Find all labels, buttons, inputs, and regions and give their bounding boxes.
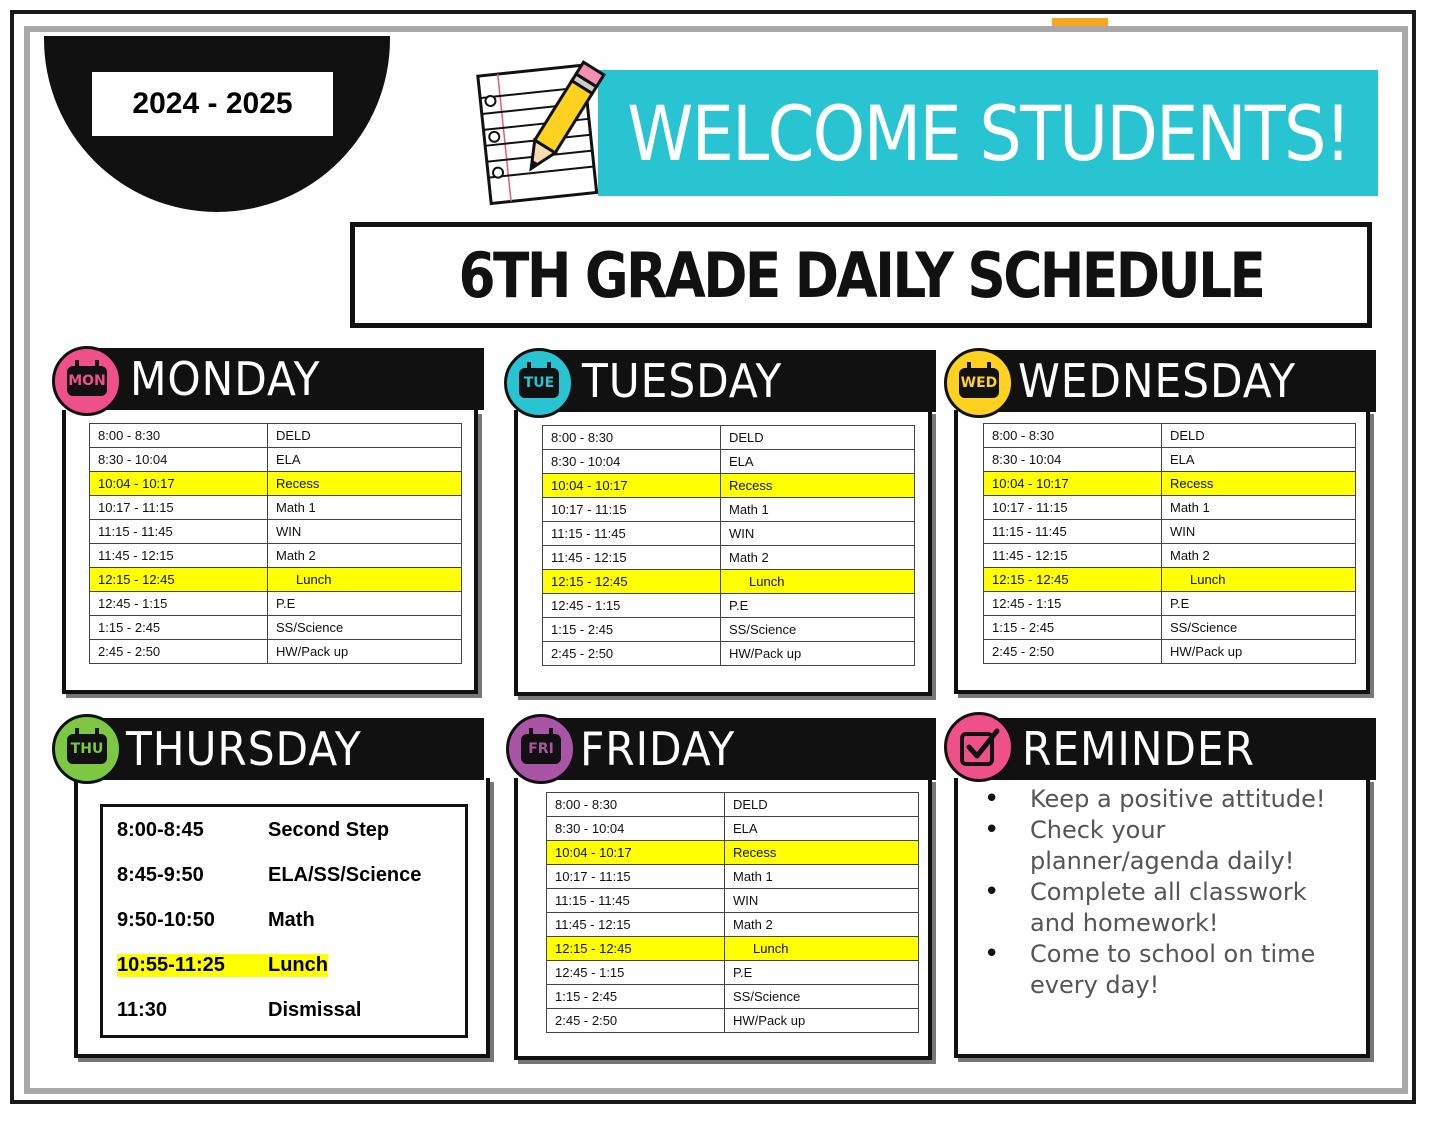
schedule-activity: Math 2 [725, 913, 919, 937]
schedule-activity: ELA [721, 450, 915, 474]
schedule-time: 10:04 - 10:17 [543, 474, 721, 498]
school-year: 2024 - 2025 [92, 72, 333, 136]
schedule-time: 12:15 - 12:45 [984, 568, 1162, 592]
schedule-activity: P.E [725, 961, 919, 985]
schedule-time: 8:00 - 8:30 [543, 426, 721, 450]
schedule-row [547, 961, 919, 985]
schedule-time: 8:30 - 10:04 [547, 817, 725, 841]
schedule-time: 8:30 - 10:04 [90, 448, 268, 472]
schedule-row [543, 522, 915, 546]
schedule-row [984, 544, 1356, 568]
notebook-pencil-icon [474, 56, 606, 208]
schedule-time: 11:45 - 12:15 [90, 544, 268, 568]
schedule-activity: P.E [721, 594, 915, 618]
schedule-activity: Lunch [1162, 568, 1356, 592]
schedule-row [984, 448, 1356, 472]
schedule-activity: DELD [725, 793, 919, 817]
schedule-row [90, 424, 462, 448]
schedule-row [90, 592, 462, 616]
schedule-activity: Math 1 [1162, 496, 1356, 520]
monday-calendar-icon: MON [52, 346, 122, 416]
schedule-row [543, 642, 915, 666]
friday-schedule-table [546, 792, 919, 1033]
schedule-activity: WIN [268, 520, 462, 544]
reminder-list [984, 784, 1344, 1001]
schedule-time: 10:17 - 11:15 [543, 498, 721, 522]
schedule-time: 11:45 - 12:15 [543, 546, 721, 570]
schedule-row [543, 450, 915, 474]
schedule-time: 10:17 - 11:15 [984, 496, 1162, 520]
thursday-calendar-icon: THU [52, 714, 122, 784]
schedule-activity: Recess [721, 474, 915, 498]
schedule-row [984, 568, 1356, 592]
schedule-row [547, 817, 919, 841]
schedule-activity: SS/Science [268, 616, 462, 640]
schedule-row [90, 640, 462, 664]
schedule-row [984, 640, 1356, 664]
schedule-row [547, 889, 919, 913]
schedule-activity: Math 2 [1162, 544, 1356, 568]
schedule-time: 12:15 - 12:45 [543, 570, 721, 594]
schedule-activity: Math 1 [725, 865, 919, 889]
schedule-row [90, 448, 462, 472]
schedule-activity: DELD [1162, 424, 1356, 448]
schedule-time: 12:45 - 1:15 [547, 961, 725, 985]
schedule-row [547, 913, 919, 937]
schedule-activity: WIN [1162, 520, 1356, 544]
schedule-time: 11:15 - 11:45 [543, 522, 721, 546]
wednesday-schedule-table [983, 423, 1356, 664]
schedule-activity: Math 1 [268, 496, 462, 520]
schedule-row [984, 496, 1356, 520]
thursday-row: 8:45-9:50 ELA/SS/Science [117, 864, 422, 886]
schedule-activity: SS/Science [1162, 616, 1356, 640]
schedule-activity: HW/Pack up [725, 1009, 919, 1033]
wednesday-calendar-icon: WED [944, 348, 1014, 418]
friday-calendar-icon: FRI [506, 714, 576, 784]
tuesday-schedule-table [542, 425, 915, 666]
schedule-time: 8:00 - 8:30 [90, 424, 268, 448]
friday-heading: FRIDAY [580, 722, 736, 776]
schedule-activity: SS/Science [721, 618, 915, 642]
schedule-row [543, 570, 915, 594]
schedule-row [547, 937, 919, 961]
thursday-heading: THURSDAY [126, 722, 362, 776]
schedule-row [90, 520, 462, 544]
schedule-row [90, 544, 462, 568]
schedule-row [547, 865, 919, 889]
schedule-time: 1:15 - 2:45 [543, 618, 721, 642]
schedule-activity: P.E [268, 592, 462, 616]
schedule-time: 11:15 - 11:45 [984, 520, 1162, 544]
schedule-time: 10:04 - 10:17 [547, 841, 725, 865]
schedule-row [547, 985, 919, 1009]
schedule-activity: Recess [1162, 472, 1356, 496]
schedule-activity: WIN [725, 889, 919, 913]
schedule-activity: DELD [721, 426, 915, 450]
schedule-activity: Lunch [268, 568, 462, 592]
schedule-time: 11:45 - 12:15 [547, 913, 725, 937]
schedule-row [543, 498, 915, 522]
schedule-activity: ELA [1162, 448, 1356, 472]
schedule-row [984, 472, 1356, 496]
schedule-row [90, 496, 462, 520]
schedule-time: 10:17 - 11:15 [90, 496, 268, 520]
schedule-activity: ELA [725, 817, 919, 841]
schedule-time: 10:17 - 11:15 [547, 865, 725, 889]
schedule-time: 12:45 - 1:15 [543, 594, 721, 618]
schedule-time: 1:15 - 2:45 [547, 985, 725, 1009]
schedule-activity: Lunch [725, 937, 919, 961]
schedule-activity: Recess [268, 472, 462, 496]
schedule-time: 11:45 - 12:15 [984, 544, 1162, 568]
schedule-row [543, 474, 915, 498]
schedule-row [543, 426, 915, 450]
schedule-row [547, 1009, 919, 1033]
reminder-item: • Complete all classwork and homework! [984, 877, 1344, 939]
schedule-time: 1:15 - 2:45 [90, 616, 268, 640]
schedule-activity: Math 1 [721, 498, 915, 522]
schedule-activity: WIN [721, 522, 915, 546]
schedule-row [543, 546, 915, 570]
schedule-row [90, 472, 462, 496]
schedule-time: 2:45 - 2:50 [90, 640, 268, 664]
schedule-time: 10:04 - 10:17 [90, 472, 268, 496]
reminder-item: • Check your planner/agenda daily! [984, 815, 1344, 877]
schedule-row [984, 592, 1356, 616]
welcome-text: WELCOME STUDENTS! [626, 88, 1350, 178]
schedule-time: 2:45 - 2:50 [543, 642, 721, 666]
welcome-banner [598, 70, 1378, 196]
schedule-row [547, 793, 919, 817]
schedule-time: 12:15 - 12:45 [90, 568, 268, 592]
monday-heading: MONDAY [130, 352, 321, 406]
schedule-row [90, 616, 462, 640]
schedule-row [984, 616, 1356, 640]
schedule-activity: HW/Pack up [1162, 640, 1356, 664]
schedule-time: 8:00 - 8:30 [547, 793, 725, 817]
schedule-time: 2:45 - 2:50 [984, 640, 1162, 664]
wednesday-heading: WEDNESDAY [1018, 354, 1297, 408]
schedule-row [984, 520, 1356, 544]
tuesday-heading: TUESDAY [582, 354, 783, 408]
schedule-time: 11:15 - 11:45 [547, 889, 725, 913]
accent-mark [1052, 18, 1108, 26]
schedule-time: 10:04 - 10:17 [984, 472, 1162, 496]
schedule-time: 8:30 - 10:04 [543, 450, 721, 474]
schedule-time: 2:45 - 2:50 [547, 1009, 725, 1033]
schedule-row [547, 841, 919, 865]
reminder-item: • Keep a positive attitude! [984, 784, 1344, 815]
reminder-heading: REMINDER [1022, 722, 1255, 776]
schedule-row [543, 594, 915, 618]
schedule-time: 12:45 - 1:15 [984, 592, 1162, 616]
schedule-time: 12:45 - 1:15 [90, 592, 268, 616]
thursday-row-lunch: 10:55-11:25 Lunch [117, 954, 328, 976]
page-title: 6TH GRADE DAILY SCHEDULE [458, 238, 1264, 312]
schedule-activity: HW/Pack up [268, 640, 462, 664]
tuesday-calendar-icon: TUE [504, 348, 574, 418]
schedule-activity: Math 2 [268, 544, 462, 568]
schedule-activity: Recess [725, 841, 919, 865]
schedule-activity: SS/Science [725, 985, 919, 1009]
schedule-activity: ELA [268, 448, 462, 472]
monday-schedule-table [89, 423, 462, 664]
schedule-title-box [350, 222, 1372, 328]
schedule-time: 8:00 - 8:30 [984, 424, 1162, 448]
schedule-activity: DELD [268, 424, 462, 448]
schedule-activity: HW/Pack up [721, 642, 915, 666]
thursday-schedule [100, 804, 468, 1038]
schedule-time: 8:30 - 10:04 [984, 448, 1162, 472]
schedule-row [984, 424, 1356, 448]
schedule-activity: Math 2 [721, 546, 915, 570]
schedule-row [90, 568, 462, 592]
schedule-activity: P.E [1162, 592, 1356, 616]
thursday-row: 11:30 Dismissal [117, 999, 362, 1021]
schedule-time: 11:15 - 11:45 [90, 520, 268, 544]
schedule-row [543, 618, 915, 642]
thursday-row: 8:00-8:45 Second Step [117, 819, 390, 841]
schedule-time: 1:15 - 2:45 [984, 616, 1162, 640]
reminder-item: • Come to school on time every day! [984, 939, 1344, 1001]
thursday-row: 9:50-10:50 Math [117, 909, 315, 931]
checkbox-icon [944, 712, 1014, 782]
schedule-activity: Lunch [721, 570, 915, 594]
schedule-time: 12:15 - 12:45 [547, 937, 725, 961]
